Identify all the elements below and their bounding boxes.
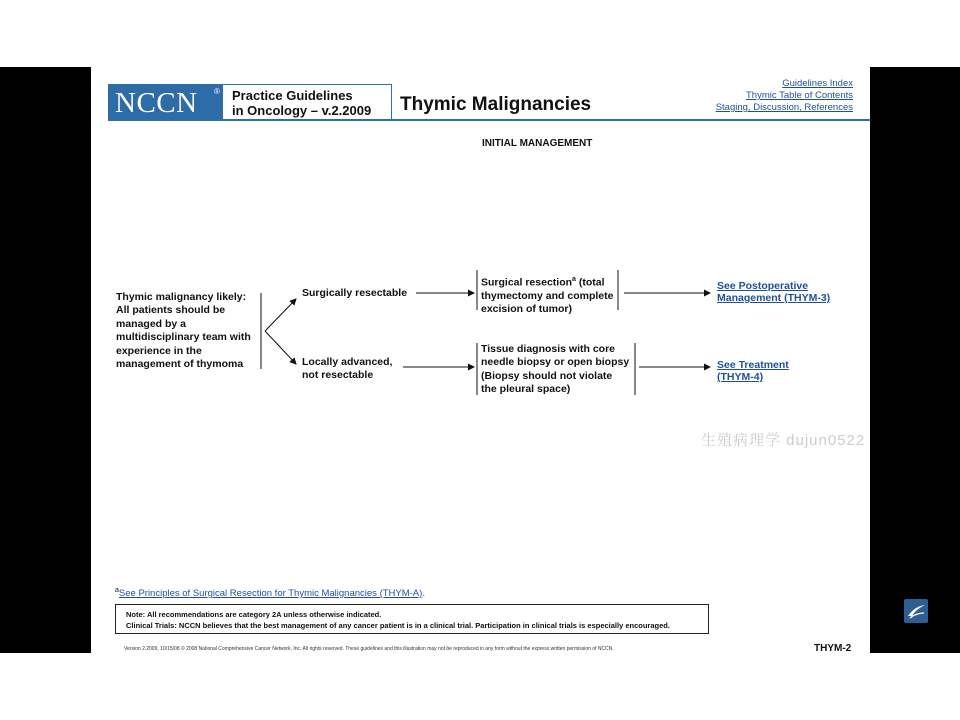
note-box [115,604,709,634]
treatment-link[interactable]: See Treatment (THYM-4) [717,359,789,383]
tissue-diagnosis-node: Tissue diagnosis with core needle biopsy or open biopsy (Biopsy should not violate the pleural space) [481,343,630,396]
resection-footnote-mark: a [572,276,576,283]
left-black-bar [0,67,91,653]
page-title: Thymic Malignancies [400,94,592,115]
slide [91,67,870,653]
branch-resectable: Surgically resectable [302,287,408,299]
note-line-2: Clinical Trials: NCCN believes that the best management of any cancer patient is in a clinical trial. Participation in clinical trials is especially encouraged. [126,621,670,630]
postop-management-link[interactable]: See Postoperative Management (THYM-3) [717,280,831,304]
swoosh-icon [904,599,928,623]
start-node: Thymic malignancy likely: All patients should be managed by a multidisciplinary team with experience in the management of thymoma [116,291,251,371]
logo-registered-mark: ® [214,87,220,96]
presentation-nav-button[interactable] [904,599,928,623]
logo-text: NCCN [115,87,198,119]
bottom-margin [0,653,960,720]
footnote-mark: a [115,587,119,594]
practice-line-1: Practice Guidelines [232,88,353,103]
resection-text-a: Surgical resection [481,276,573,289]
top-margin [0,0,960,67]
guidelines-index-link[interactable]: Guidelines Index [782,78,853,89]
branch-not-resectable: Locally advanced, not resectable [302,356,393,382]
footnote [115,587,425,599]
section-title: INITIAL MANAGEMENT [482,138,593,149]
surgical-resection-principles-link[interactable]: See Principles of Surgical Resection for Thymic Malignancies (THYM-A) [118,588,423,600]
footnote-suffix: . [422,588,425,600]
arrow-to-advanced [265,331,296,364]
resection-text-b: (total thymectomy and complete excision of tumor) [481,276,614,316]
page-id: THYM-2 [814,643,852,653]
staging-discussion-link[interactable]: Staging, Discussion, References [715,102,853,113]
note-line-1: Note: All recommendations are category 2A unless otherwise indicated. [126,610,382,619]
right-black-bar [870,67,960,653]
version-copyright: Version 2.2009, 10/15/08 © 2008 National Comprehensive Cancer Network, Inc. All rights reserved. These guidelines and this illustration may not be reproduced in any form without the express written permission of NCCN. [124,646,614,652]
arrow-to-resectable [265,299,296,331]
surgical-resection-node [481,273,613,317]
practice-line-2: in Oncology – v.2.2009 [232,103,372,118]
watermark: 生殖病理学 dujun0522 [701,432,866,449]
thymic-toc-link[interactable]: Thymic Table of Contents [745,90,853,101]
